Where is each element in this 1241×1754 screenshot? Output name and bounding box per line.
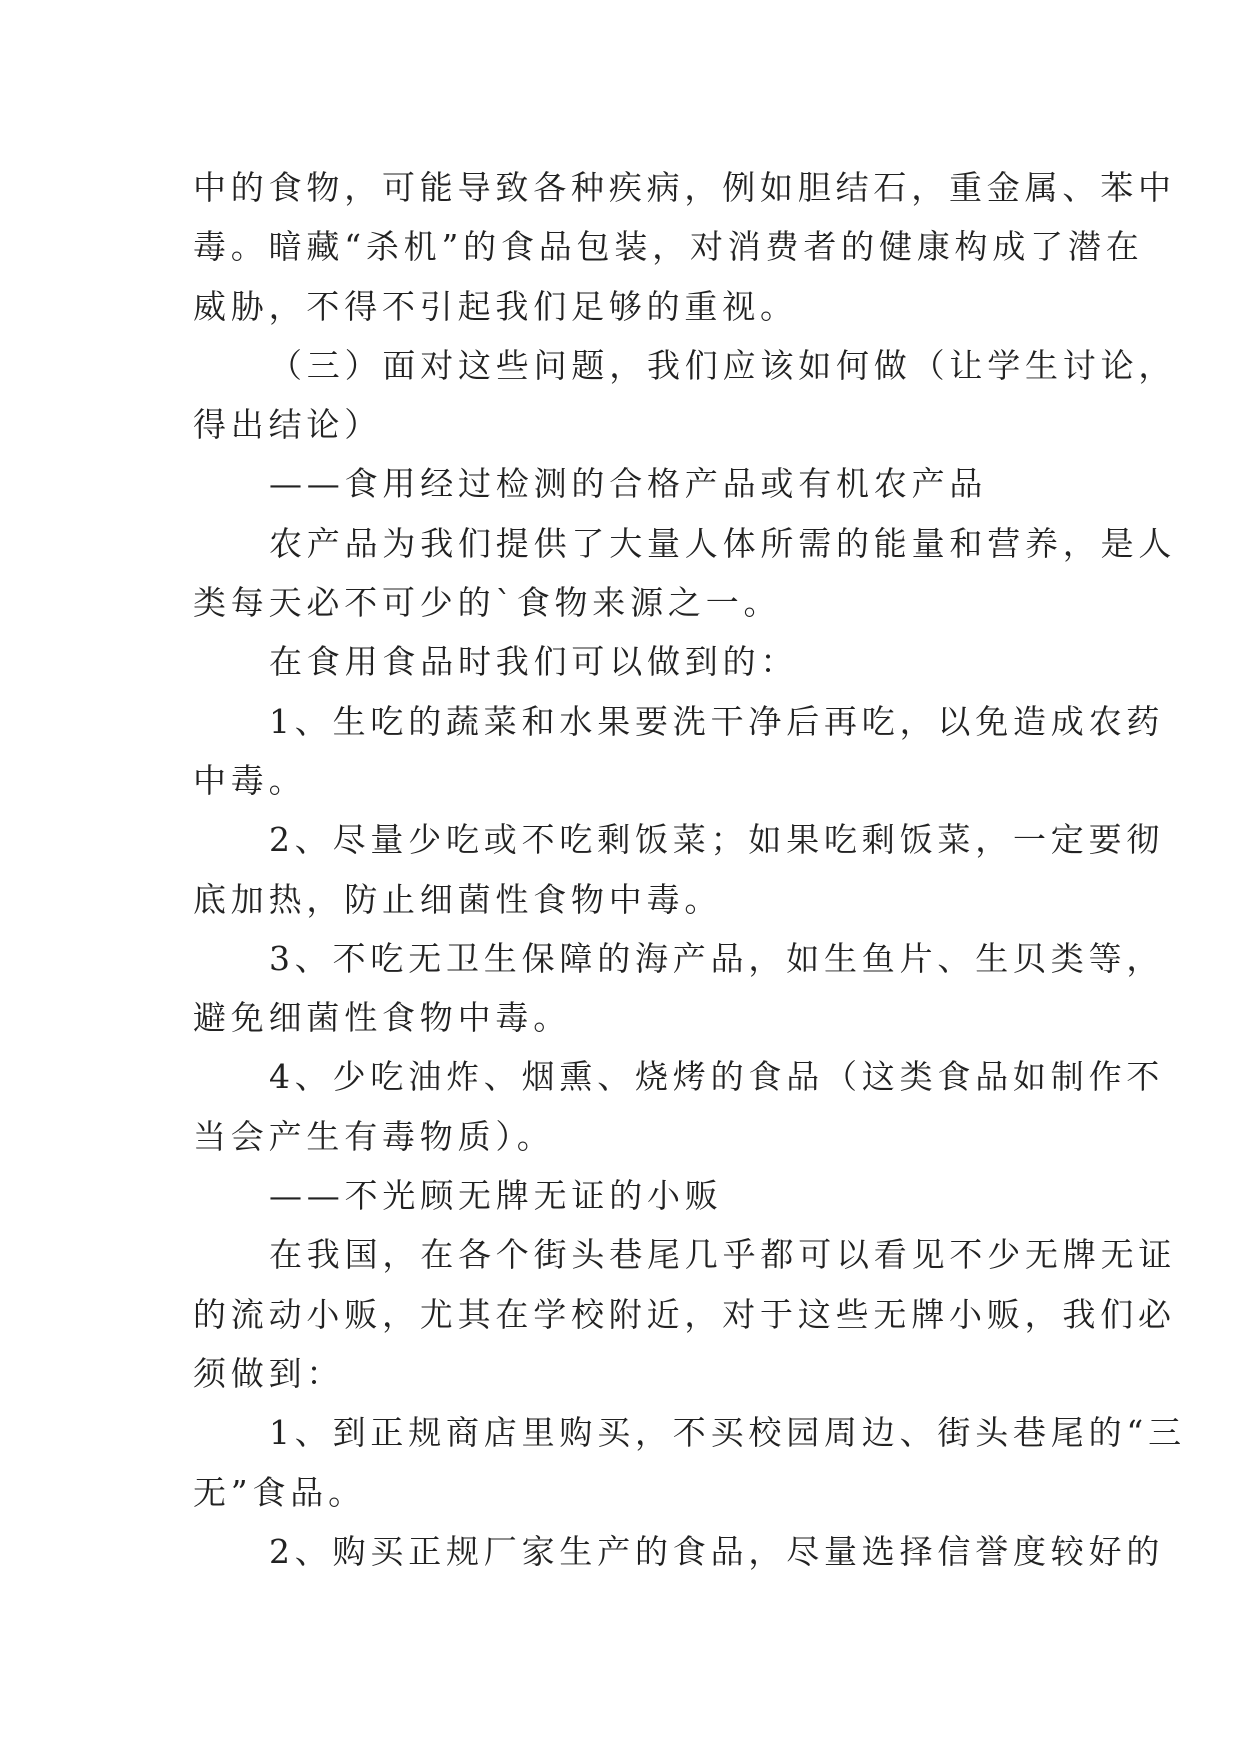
- text-line: 当会产生有毒物质）。: [193, 1116, 555, 1156]
- text-line: 须做到：: [193, 1353, 345, 1393]
- text-line: 1、生吃的蔬菜和水果要洗干净后再吃，以免造成农药: [269, 701, 1165, 741]
- text-line: 在食用食品时我们可以做到的：: [269, 642, 799, 682]
- text-line: 底加热，防止细菌性食物中毒。: [193, 879, 723, 919]
- text-line: 2、购买正规厂家生产的食品，尽量选择信誉度较好的: [269, 1531, 1165, 1571]
- text-line: 避免细菌性食物中毒。: [193, 998, 571, 1038]
- text-line: ——不光顾无牌无证的小贩: [269, 1176, 723, 1216]
- document-body: [193, 158, 1186, 1581]
- text-line: 4、少吃油炸、烟熏、烧烤的食品（这类食品如制作不: [269, 1057, 1165, 1097]
- text-line: 毒。暗藏“杀机”的食品包装，对消费者的健康构成了潜在: [193, 227, 1144, 267]
- text-line: 2、尽量少吃或不吃剩饭菜；如果吃剩饭菜，一定要彻: [269, 820, 1165, 860]
- text-line: 在我国，在各个街头巷尾几乎都可以看见不少无牌无证: [269, 1235, 1177, 1275]
- text-line: ——食用经过检测的合格产品或有机农产品: [269, 464, 988, 504]
- text-line: 1、到正规商店里购买，不买校园周边、街头巷尾的“三: [269, 1413, 1186, 1453]
- text-line: 的流动小贩，尤其在学校附近，对于这些无牌小贩，我们必: [193, 1294, 1176, 1334]
- text-line: （三）面对这些问题，我们应该如何做（让学生讨论，: [269, 345, 1177, 385]
- text-line: 类每天必不可少的`食物来源之一。: [193, 583, 782, 623]
- text-line: 农产品为我们提供了大量人体所需的能量和营养，是人: [269, 523, 1177, 563]
- text-line: 中的食物，可能导致各种疾病，例如胆结石，重金属、苯中: [193, 168, 1176, 207]
- text-line: 3、不吃无卫生保障的海产品，如生鱼片、生贝类等，: [269, 938, 1165, 978]
- text-line: 无”食品。: [193, 1472, 366, 1512]
- text-line: 得出结论）: [193, 405, 382, 445]
- text-line: 威胁，不得不引起我们足够的重视。: [193, 286, 798, 326]
- text-line: 中毒。: [193, 760, 307, 800]
